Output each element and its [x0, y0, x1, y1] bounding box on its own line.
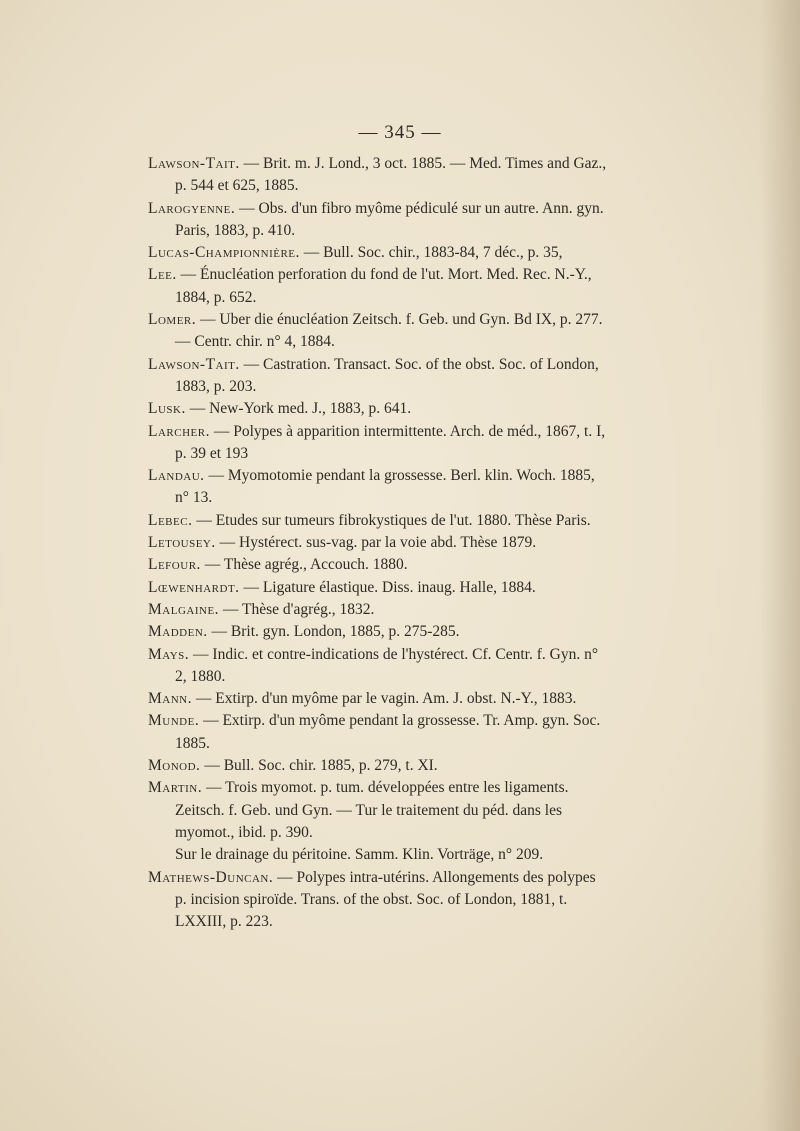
reference-text: — Polypes intra-utérins. Allongements des polypes p. incision spiroïde. Trans. of the obst. Soc. of London, 1881, t. LXXIII, p. 223. — [175, 868, 596, 931]
reference-text: — Brit. m. J. Lond., 3 oct. 1885. — Med. Times and Gaz., p. 544 et 625, 1885. — [175, 155, 607, 195]
reference-text: — Etudes sur tumeurs fibrokystiques de l'ut. 1880. Thèse Paris. — [196, 511, 591, 529]
reference-author: Monod. — [148, 757, 201, 775]
reference-author: Lee. — [148, 266, 177, 284]
reference-author: Malgaine. — [148, 600, 220, 618]
reference-entry — [148, 465, 608, 510]
reference-author: Lefour. — [148, 556, 201, 574]
reference-author: Munde. — [148, 712, 200, 730]
reference-author: Larogyenne. — [148, 199, 236, 217]
reference-text: — Bull. Soc. chir. 1885, p. 279, t. XI. — [204, 757, 438, 775]
reference-text: — Bull. Soc. chir., 1883-84, 7 déc., p. 35, — [303, 244, 563, 262]
page-edge-shadow — [760, 0, 800, 1131]
reference-entry — [148, 398, 608, 420]
reference-entry — [148, 309, 608, 354]
reference-text: — Trois myomot. p. tum. développées entre les ligaments. Zeitsch. f. Geb. und Gyn. — Tur le traitement du péd. dans les myomot., ibid. p. 390. — [175, 779, 569, 841]
reference-text: — Polypes à apparition intermittente. Arch. de méd., 1867, t. I, p. 39 et 193 — [175, 422, 606, 462]
reference-text: — Hystérect. sus-vag. par la voie abd. Thèse 1879. — [219, 534, 537, 552]
reference-text: — Indic. et contre-indications de l'hystérect. Cf. Centr. f. Gyn. n° 2, 1880. — [175, 645, 599, 685]
reference-entry — [148, 688, 608, 710]
reference-text: — Énucléation perforation du fond de l'ut. Mort. Med. Rec. N.-Y., 1884, p. 652. — [175, 266, 592, 306]
reference-author: Madden. — [148, 623, 208, 641]
reference-entry — [148, 242, 608, 264]
reference-author: Lawson-Tait. — [148, 155, 240, 172]
reference-entry — [148, 354, 608, 399]
reference-text: — Thèse d'agrég., 1832. — [222, 600, 375, 618]
reference-text: — Castration. Transact. Soc. of the obst. Soc. of London, 1883, p. 203. — [175, 355, 599, 395]
reference-text: — Ligature élastique. Diss. inaug. Halle, 1884. — [243, 578, 536, 596]
reference-text: — Brit. gyn. London, 1885, p. 275-285. — [211, 623, 460, 641]
reference-entry — [148, 264, 608, 309]
reference-author: Larcher. — [148, 422, 210, 440]
reference-entry — [148, 644, 608, 689]
page-number: — 345 — — [358, 122, 442, 143]
reference-author: Lusk. — [148, 400, 186, 418]
reference-author: Mathews-Duncan. — [148, 868, 274, 886]
reference-author: Lucas-Championnière. — [148, 244, 300, 262]
reference-text: — Extirp. d'un myôme par le vagin. Am. J. obst. N.-Y., 1883. — [195, 690, 577, 708]
reference-author: Lebec. — [148, 511, 193, 529]
reference-author: Mann. — [148, 690, 192, 708]
reference-text: — Thèse agrég., Accouch. 1880. — [204, 556, 408, 574]
reference-entry — [148, 510, 608, 532]
reference-entry — [148, 621, 608, 643]
reference-entry — [148, 777, 608, 866]
reference-text: — Myomotomie pendant la grossesse. Berl. klin. Woch. 1885, n° 13. — [175, 467, 595, 507]
reference-text: — Uber die énucléation Zeitsch. f. Geb. und Gyn. Bd IX, p. 277. — Centr. chir. n° 4, 1884. — [175, 311, 603, 351]
reference-author: Lawson-Tait. — [148, 355, 240, 373]
reference-entry — [148, 577, 608, 599]
reference-author: Landau. — [148, 467, 205, 485]
reference-text: — Obs. d'un fibro myôme pédiculé sur un autre. Ann. gyn. Paris, 1883, p. 410. — [175, 199, 604, 239]
reference-entry — [148, 532, 608, 554]
reference-entry — [148, 867, 608, 934]
reference-entry — [148, 198, 608, 243]
reference-author: Lœwenhardt. — [148, 578, 240, 596]
reference-entry — [148, 554, 608, 576]
reference-entry — [148, 599, 608, 621]
reference-entry — [148, 421, 608, 466]
reference-continuation: Sur le drainage du péritoine. Samm. Klin. Vorträge, n° 209. — [175, 846, 544, 864]
reference-author: Mays. — [148, 645, 190, 663]
reference-author: Letousey. — [148, 534, 216, 552]
reference-entry — [148, 710, 608, 755]
reference-author: Martin. — [148, 779, 203, 797]
reference-author: Lomer. — [148, 311, 197, 329]
reference-text: — Extirp. d'un myôme pendant la grossesse. Tr. Amp. gyn. Soc. 1885. — [175, 712, 601, 752]
reference-entry — [148, 755, 608, 777]
reference-text: — New-York med. J., 1883, p. 641. — [189, 400, 412, 418]
reference-entry — [148, 153, 608, 198]
reference-list — [148, 153, 608, 933]
